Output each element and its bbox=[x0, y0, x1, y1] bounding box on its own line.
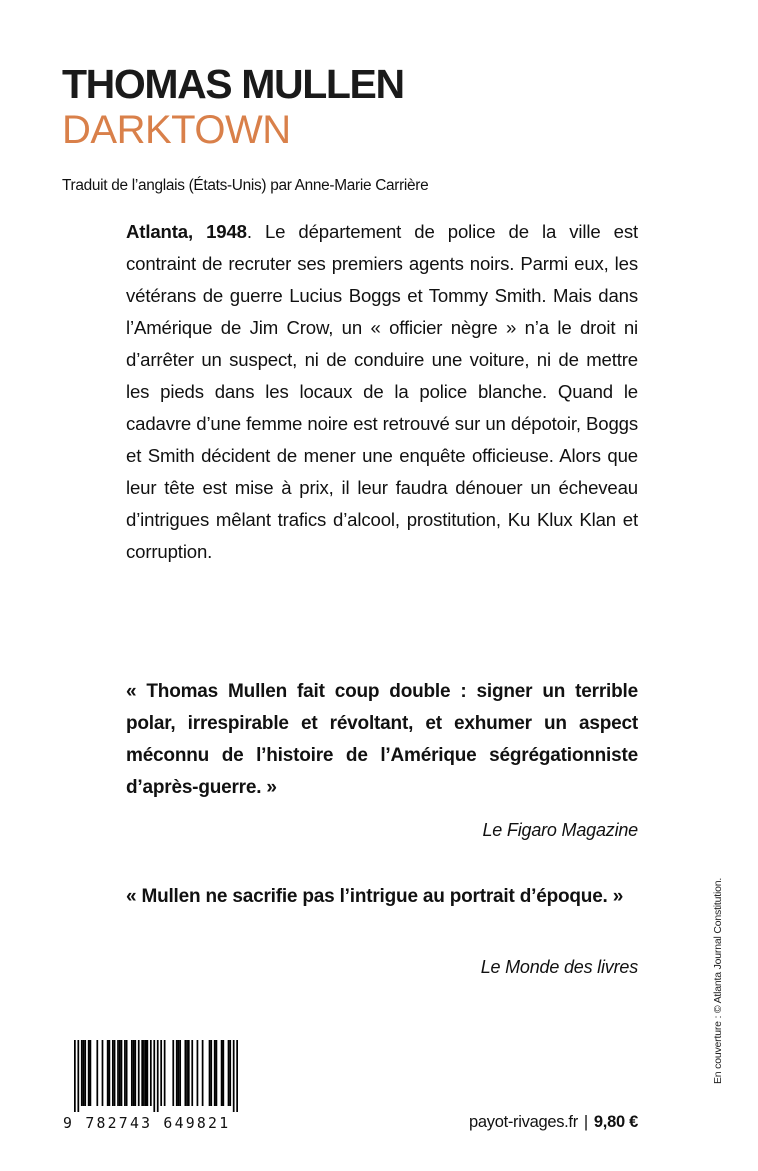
barcode-bar bbox=[117, 1040, 119, 1106]
barcode-bar bbox=[184, 1040, 186, 1106]
price: 9,80 € bbox=[593, 1113, 638, 1131]
press-quote-2: « Mullen ne sacrifie pas l’intrigue au portrait d’époque. » bbox=[126, 886, 624, 907]
barcode-bar bbox=[188, 1040, 190, 1106]
barcode-bar bbox=[134, 1040, 136, 1106]
footer bbox=[469, 1111, 638, 1133]
barcode-bar bbox=[107, 1040, 109, 1106]
barcode-bar bbox=[126, 1040, 128, 1106]
barcode-bar bbox=[141, 1040, 143, 1106]
barcode-bar bbox=[121, 1040, 123, 1106]
barcode-bar bbox=[197, 1040, 199, 1106]
barcode-bar bbox=[157, 1040, 159, 1112]
press-quote-1: « Thomas Mullen fait coup double : signer un terrible polar, irrespirable et révoltant, et exhumer un aspect méconnu de l’histoire de l’Amérique ségrégationniste d’après-guerre. » bbox=[126, 681, 638, 798]
barcode-bar bbox=[96, 1040, 98, 1106]
barcode-bar bbox=[202, 1040, 204, 1106]
barcode-bar bbox=[228, 1040, 230, 1106]
barcode-bar bbox=[214, 1040, 216, 1106]
barcode-bar bbox=[179, 1040, 181, 1106]
barcode-bar bbox=[90, 1040, 92, 1106]
press-source-1: Le Figaro Magazine bbox=[482, 820, 638, 840]
barcode bbox=[62, 1040, 238, 1118]
barcode-bar bbox=[172, 1040, 174, 1106]
publisher-website[interactable]: payot-rivages.fr bbox=[469, 1113, 578, 1131]
press-source-2: Le Monde des livres bbox=[480, 957, 638, 977]
barcode-bar bbox=[88, 1040, 90, 1106]
barcode-bar bbox=[153, 1040, 155, 1112]
synopsis bbox=[126, 216, 638, 568]
barcode-bar bbox=[112, 1040, 114, 1106]
barcode-bar bbox=[102, 1040, 104, 1106]
barcode-bar bbox=[221, 1040, 223, 1106]
barcode-bar bbox=[145, 1040, 147, 1106]
translator-credit: Traduit de l’anglais (États-Unis) par Anne-Marie Carrière bbox=[62, 177, 429, 194]
barcode-bar bbox=[191, 1040, 193, 1106]
barcode-bar bbox=[229, 1040, 231, 1106]
barcode-bar bbox=[236, 1040, 238, 1112]
barcode-bar bbox=[233, 1040, 235, 1112]
barcode-bar bbox=[83, 1040, 85, 1106]
book-title: DARKTOWN bbox=[62, 108, 291, 152]
barcode-bar bbox=[81, 1040, 83, 1106]
barcode-bar bbox=[210, 1040, 212, 1106]
barcode-bar bbox=[176, 1040, 178, 1106]
barcode-bar bbox=[186, 1040, 188, 1106]
barcode-bar bbox=[209, 1040, 211, 1106]
barcode-bar bbox=[114, 1040, 116, 1106]
barcode-bar bbox=[143, 1040, 145, 1106]
barcode-bar bbox=[77, 1040, 79, 1112]
barcode-bar bbox=[150, 1040, 152, 1106]
barcode-bar bbox=[216, 1040, 218, 1106]
cover-photo-credit: En couverture : © Atlanta Journal Constitution. bbox=[712, 877, 724, 1084]
barcode-bar bbox=[74, 1040, 76, 1112]
barcode-bar bbox=[138, 1040, 140, 1106]
isbn-number: 9 782743 649821 bbox=[63, 1115, 231, 1132]
barcode-bar bbox=[164, 1040, 166, 1106]
barcode-bar bbox=[109, 1040, 111, 1106]
barcode-bar bbox=[124, 1040, 126, 1106]
barcode-bar bbox=[147, 1040, 149, 1106]
barcode-bar bbox=[222, 1040, 224, 1106]
footer-separator: | bbox=[583, 1113, 588, 1131]
barcode-bar bbox=[178, 1040, 180, 1106]
barcode-bar bbox=[133, 1040, 135, 1106]
author-name: THOMAS MULLEN bbox=[62, 61, 404, 107]
barcode-bar bbox=[160, 1040, 162, 1106]
synopsis-lead: Atlanta, 1948 bbox=[126, 221, 247, 242]
barcode-bar bbox=[119, 1040, 121, 1106]
barcode-bar bbox=[131, 1040, 133, 1106]
barcode-bars bbox=[74, 1040, 238, 1112]
barcode-bar bbox=[84, 1040, 86, 1106]
synopsis-text: . Le département de police de la ville est contraint de recruter ses premiers agents noirs. Parmi eux, les vétérans de guerre Lucius Boggs et Tommy Smith. Mais dans l’Amérique de Jim Crow, un « officier nègre » n’a le droit ni d’arrêter un suspect, ni de conduire une voiture, ni de mettre les pieds dans les locaux de la police blanche. Quand le cadavre d’une femme noire est retrouvé sur un dépotoir, Boggs et Smith décident de mener une enquête officieuse. Alors que leur tête est mise à prix, il leur faudra dénouer un écheveau d’intrigues mêlant trafics d’alcool, prostitution, Ku Klux Klan et corruption. bbox=[126, 221, 638, 562]
